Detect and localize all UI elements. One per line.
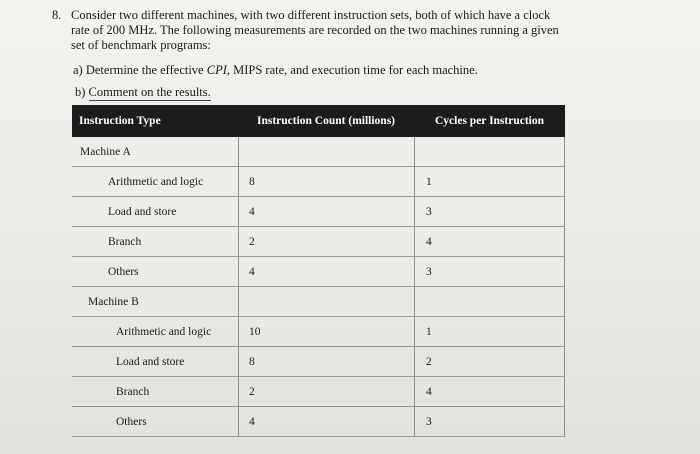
table-header — [72, 105, 565, 137]
part-b — [75, 85, 211, 100]
header-instruction-count: Instruction Count (millions) — [256, 115, 396, 127]
table-row — [72, 167, 565, 197]
table-row-machine-a — [72, 137, 565, 167]
instruction-type-cell: Load and store — [116, 355, 185, 368]
table-row — [72, 347, 565, 377]
cpi-cell: 4 — [414, 377, 565, 406]
part-b-text: Comment on the results. — [88, 85, 211, 99]
table-cell — [414, 287, 565, 316]
table-row — [72, 257, 565, 287]
instruction-count-cell: 4 — [238, 257, 414, 286]
instruction-count-cell: 10 — [238, 317, 414, 346]
instruction-type-cell: Branch — [116, 385, 150, 398]
table-row — [72, 227, 565, 257]
cpi-cell: 3 — [414, 257, 565, 286]
instruction-count-cell: 4 — [238, 197, 414, 226]
machine-a-label: Machine A — [80, 145, 131, 158]
instruction-type-cell: Arithmetic and logic — [116, 325, 212, 338]
instruction-count-cell: 2 — [238, 227, 414, 256]
instruction-type-cell: Arithmetic and logic — [108, 175, 204, 188]
question-block — [52, 8, 572, 53]
question-text: Consider two different machines, with two different instruction sets, both of which have a clock rate of 200 MHz. The following measurements are recorded on the two machines running a given set of benchmark programs: — [71, 8, 559, 52]
instruction-type-cell: Load and store — [108, 205, 177, 218]
instruction-count-cell: 2 — [238, 377, 414, 406]
instruction-count-cell: 4 — [238, 407, 414, 436]
instruction-type-cell: Others — [116, 415, 147, 428]
table-row-machine-b — [72, 287, 565, 317]
instruction-table — [72, 105, 565, 437]
machine-b-label: Machine B — [88, 295, 139, 308]
table-row — [72, 317, 565, 347]
instruction-count-cell: 8 — [238, 347, 414, 376]
instruction-type-cell: Branch — [108, 235, 142, 248]
table-row — [72, 197, 565, 227]
header-cycles-per-instruction: Cycles per Instruction — [434, 115, 545, 127]
part-a-label: a) — [73, 63, 83, 77]
part-a — [73, 63, 478, 78]
cpi-cell: 2 — [414, 347, 565, 376]
table-row — [72, 407, 565, 437]
instruction-type-cell: Others — [108, 265, 139, 278]
cpi-cell: 1 — [414, 317, 565, 346]
cpi-cell: 4 — [414, 227, 565, 256]
table-cell — [238, 287, 414, 316]
table-row — [72, 377, 565, 407]
header-instruction-type: Instruction Type — [79, 115, 161, 127]
part-b-label: b) — [75, 85, 86, 99]
cpi-cell: 1 — [414, 167, 565, 196]
question-number: 8. — [52, 8, 62, 22]
table-cell — [238, 137, 414, 166]
table-cell — [414, 137, 565, 166]
cpi-cell: 3 — [414, 407, 565, 436]
part-a-text: Determine the effective CPI, MIPS rate, and execution time for each machine. — [85, 63, 478, 77]
instruction-count-cell: 8 — [238, 167, 414, 196]
cpi-cell: 3 — [414, 197, 565, 226]
